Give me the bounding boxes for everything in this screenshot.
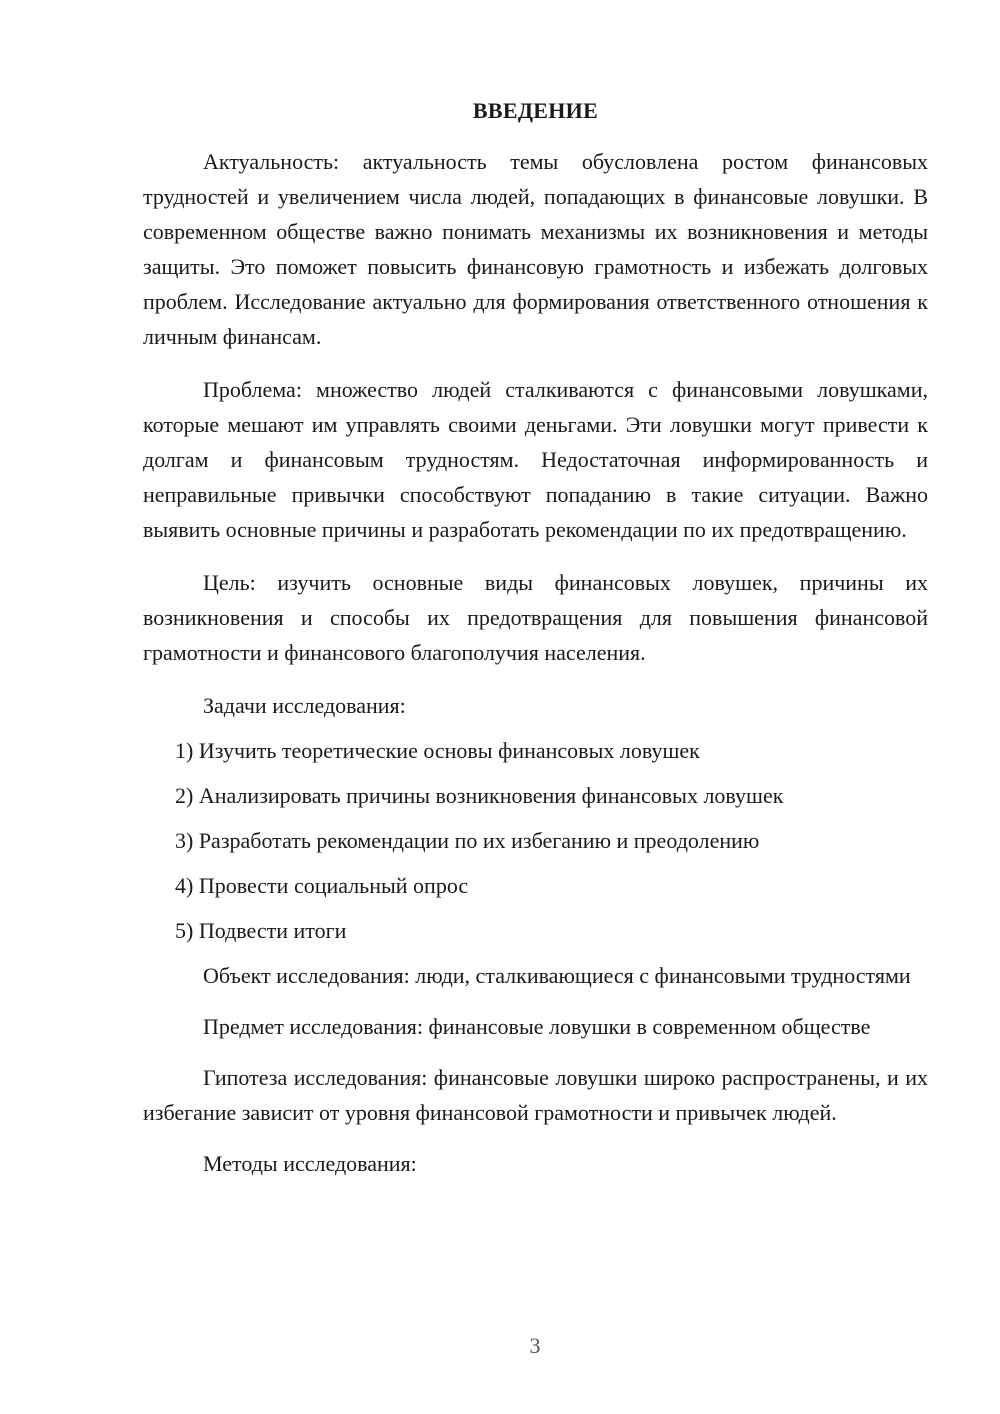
tasks-list bbox=[143, 733, 928, 948]
task-item: 4) Провести социальный опрос bbox=[175, 873, 469, 898]
relevance-paragraph: Актуальность: актуальность темы обусловлена ростом финансовых трудностей и увеличением числа людей, попадающих в финансовые ловушки. В современном обществе важно понимать механизмы их возникновения и методы защиты. Это поможет повысить финансовую грамотность и избежать долговых проблем. Исследование актуально для формирования ответственного отношения к личным финансам. bbox=[143, 149, 928, 349]
problem-paragraph: Проблема: множество людей сталкиваются с финансовыми ловушками, которые мешают им управлять своими деньгами. Эти ловушки могут привести к долгам и финансовым трудностям. Недостаточная информированность и неправильные привычки способствуют попаданию в такие ситуации. Важно выявить основные причины и разработать рекомендации по их предотвращению. bbox=[143, 377, 928, 542]
methods-label: Методы исследования: bbox=[203, 1151, 417, 1176]
task-item: 1) Изучить теоретические основы финансовых ловушек bbox=[175, 738, 700, 763]
hypothesis-paragraph: Гипотеза исследования: финансовые ловушки широко распространены, и их избегание зависит от уровня финансовой грамотности и привычек людей. bbox=[143, 1065, 928, 1125]
subject-paragraph: Предмет исследования: финансовые ловушки в современном обществе bbox=[203, 1014, 871, 1039]
object-paragraph: Объект исследования: люди, сталкивающиеся с финансовыми трудностями bbox=[203, 963, 911, 988]
goal-paragraph: Цель: изучить основные виды финансовых ловушек, причины их возникновения и способы их предотвращения для повышения финансовой грамотности и финансового благополучия населения. bbox=[143, 570, 928, 665]
page-number: 3 bbox=[529, 1333, 541, 1358]
task-item: 2) Анализировать причины возникновения финансовых ловушек bbox=[175, 783, 784, 808]
task-item: 5) Подвести итоги bbox=[175, 918, 347, 943]
task-item: 3) Разработать рекомендации по их избеганию и преодолению bbox=[175, 828, 760, 853]
document-page bbox=[143, 96, 928, 1191]
page-title: ВВЕДЕНИЕ bbox=[472, 98, 599, 123]
tasks-label: Задачи исследования: bbox=[203, 693, 406, 718]
